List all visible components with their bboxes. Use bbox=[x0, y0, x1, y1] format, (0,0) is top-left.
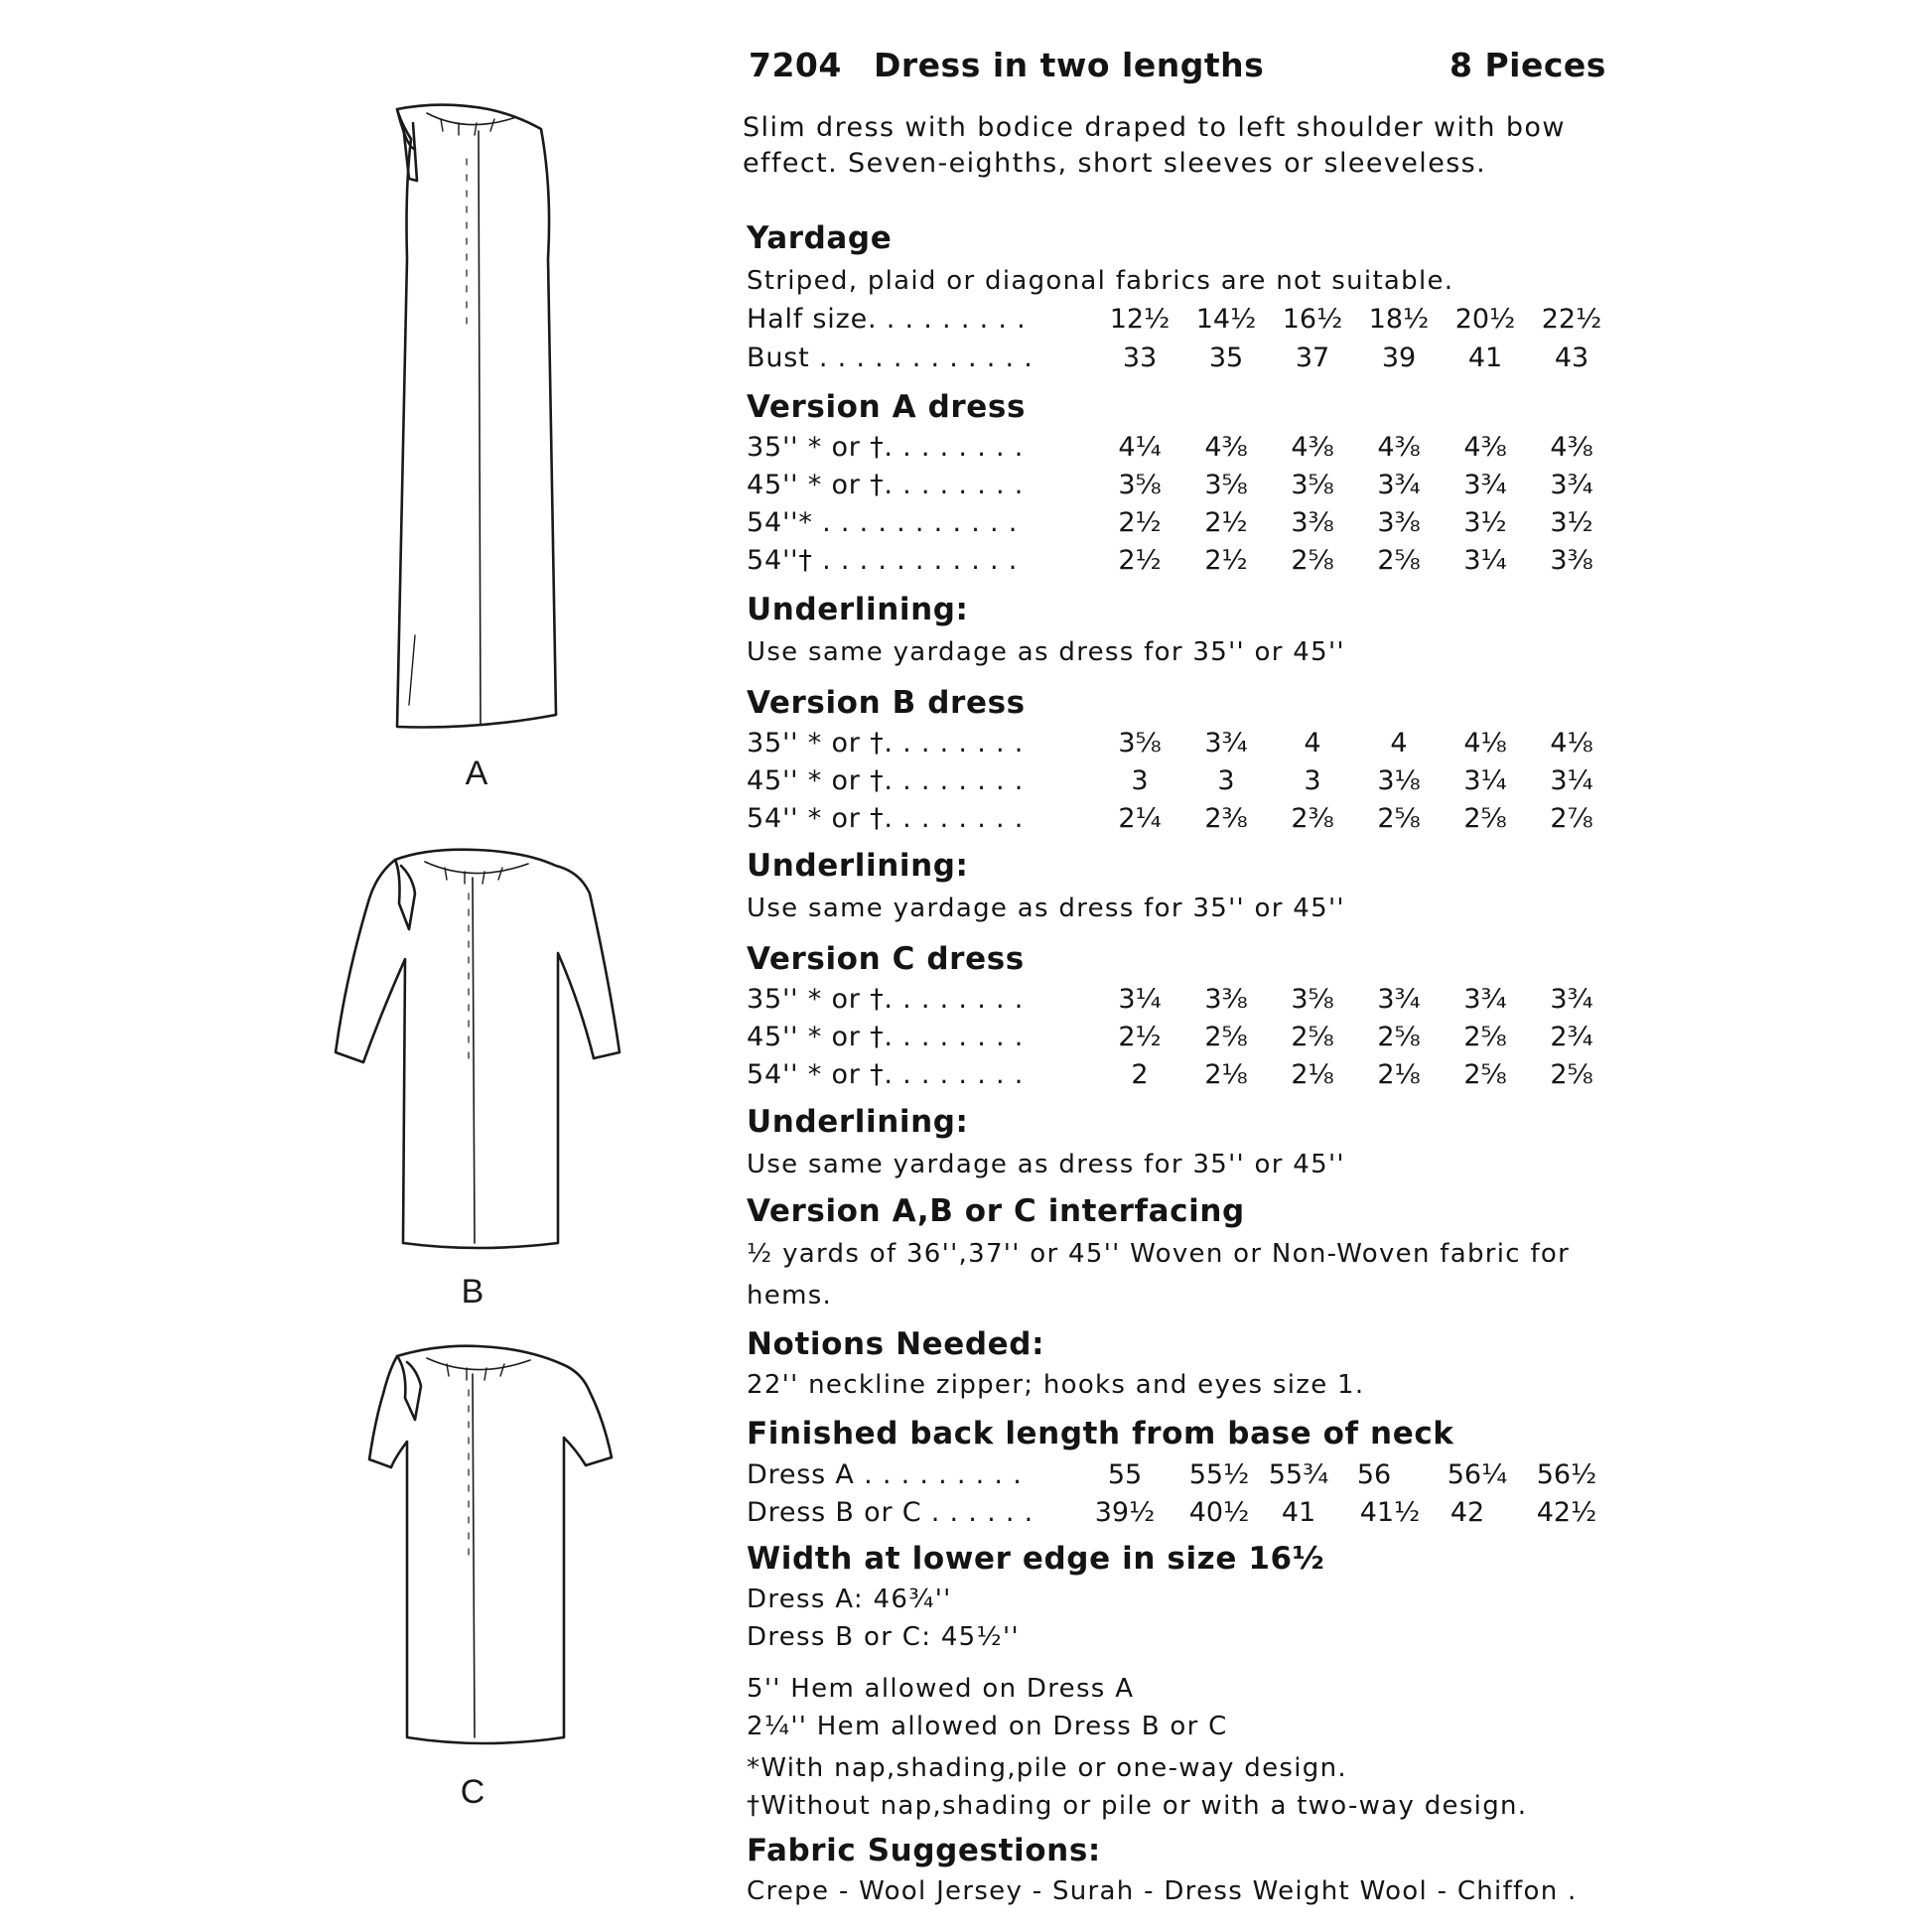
yardage-value: 2½ bbox=[1118, 545, 1162, 576]
yardage-value: 2½ bbox=[1118, 1022, 1162, 1052]
yardage-value: 4 bbox=[1390, 728, 1408, 759]
yardage-value: 3¼ bbox=[1118, 984, 1162, 1015]
yardage-value: 2¼ bbox=[1118, 803, 1162, 834]
notions-text: 22'' neckline zipper; hooks and eyes size 1. bbox=[747, 1370, 1365, 1400]
size-row bbox=[743, 304, 1616, 342]
yardage-value: 3⅝ bbox=[1204, 470, 1248, 500]
version-b-row bbox=[743, 803, 1616, 841]
yardage-value: 2⅝ bbox=[1377, 803, 1421, 834]
length-value: 39½ bbox=[1094, 1497, 1156, 1528]
yardage-value: 2⅝ bbox=[1463, 803, 1507, 834]
yardage-value: 4⅜ bbox=[1550, 432, 1593, 463]
yardage-value: 3¾ bbox=[1550, 984, 1593, 1015]
yardage-value: 3⅝ bbox=[1291, 984, 1334, 1015]
figure-label-c: C bbox=[460, 1773, 485, 1811]
yardage-value: 4⅜ bbox=[1204, 432, 1248, 463]
version-b-underlining-heading: Underlining: bbox=[747, 848, 969, 884]
version-a-heading: Version A dress bbox=[747, 389, 1027, 425]
version-c-heading: Version C dress bbox=[747, 941, 1025, 977]
pattern-header bbox=[743, 46, 1616, 89]
footnote-without-nap: †Without nap,shading or pile or with a two-way design. bbox=[747, 1791, 1528, 1821]
length-value: 56¼ bbox=[1447, 1459, 1508, 1490]
yardage-value: 2⅜ bbox=[1291, 803, 1334, 834]
bust-value: 43 bbox=[1554, 343, 1589, 373]
yardage-value: 2⅞ bbox=[1550, 803, 1593, 834]
version-c-underlining-text: Use same yardage as dress for 35'' or 45'' bbox=[747, 1150, 1345, 1179]
hem-line-1: 5'' Hem allowed on Dress A bbox=[747, 1674, 1135, 1704]
bust-value: 33 bbox=[1122, 343, 1158, 373]
yardage-value: 3¾ bbox=[1550, 470, 1593, 500]
interfacing-line-2: hems. bbox=[747, 1281, 833, 1311]
row-label: 45'' * or †. . . . . . . . bbox=[747, 470, 1025, 500]
yardage-value: 3¾ bbox=[1463, 470, 1507, 500]
yardage-value: 3¾ bbox=[1204, 728, 1248, 759]
footnote-with-nap: *With nap,shading,pile or one-way design. bbox=[747, 1753, 1347, 1783]
version-b-row bbox=[743, 728, 1616, 765]
description-line-1: Slim dress with bodice draped to left shoulder with bow bbox=[743, 112, 1566, 143]
length-value: 40½ bbox=[1188, 1497, 1250, 1528]
row-label: 54''† . . . . . . . . . . . bbox=[747, 545, 1019, 576]
size-value: 18½ bbox=[1368, 304, 1430, 335]
length-value: 56½ bbox=[1536, 1459, 1597, 1490]
finished-length-row bbox=[743, 1497, 1616, 1535]
version-a-row bbox=[743, 432, 1616, 470]
length-value: 55¾ bbox=[1268, 1459, 1329, 1490]
fabric-text: Crepe - Wool Jersey - Surah - Dress Weight Wool - Chiffon . bbox=[747, 1876, 1578, 1906]
bust-value: 37 bbox=[1295, 343, 1330, 373]
figure-label-a: A bbox=[465, 755, 488, 792]
yardage-value: 4⅜ bbox=[1377, 432, 1421, 463]
length-value: 41 bbox=[1281, 1497, 1316, 1528]
version-c-row bbox=[743, 1022, 1616, 1059]
yardage-value: 3 bbox=[1217, 765, 1235, 796]
yardage-value: 2 bbox=[1131, 1059, 1149, 1090]
yardage-value: 3 bbox=[1304, 765, 1321, 796]
yardage-value: 3⅜ bbox=[1204, 984, 1248, 1015]
dress-c-illustration bbox=[369, 1346, 612, 1743]
version-a-underlining-heading: Underlining: bbox=[747, 592, 969, 627]
yardage-value: 2⅛ bbox=[1204, 1059, 1248, 1090]
size-row-label: Half size. . . . . . . . . bbox=[747, 304, 1027, 335]
yardage-value: 3¾ bbox=[1377, 984, 1421, 1015]
figure-label-b: B bbox=[461, 1273, 484, 1311]
size-value: 12½ bbox=[1109, 304, 1171, 335]
yardage-value: 3⅜ bbox=[1377, 507, 1421, 538]
row-label: 35'' * or †. . . . . . . . bbox=[747, 984, 1025, 1015]
row-label: Dress A . . . . . . . . . bbox=[747, 1459, 1023, 1490]
yardage-value: 4⅛ bbox=[1550, 728, 1593, 759]
length-value: 55 bbox=[1107, 1459, 1143, 1490]
size-value: 22½ bbox=[1541, 304, 1602, 335]
dress-b-illustration bbox=[336, 850, 620, 1248]
description-line-2: effect. Seven-eighths, short sleeves or sleeveless. bbox=[743, 148, 1487, 179]
version-a-underlining-text: Use same yardage as dress for 35'' or 45'' bbox=[747, 637, 1345, 667]
row-label: 54''* . . . . . . . . . . . bbox=[747, 507, 1019, 538]
hem-line-2: 2¼'' Hem allowed on Dress B or C bbox=[747, 1712, 1228, 1741]
yardage-value: 3⅝ bbox=[1118, 728, 1162, 759]
yardage-value: 2½ bbox=[1204, 507, 1248, 538]
length-value: 42½ bbox=[1536, 1497, 1597, 1528]
version-b-row bbox=[743, 765, 1616, 803]
yardage-note: Striped, plaid or diagonal fabrics are not suitable. bbox=[747, 266, 1454, 296]
notions-heading: Notions Needed: bbox=[747, 1326, 1045, 1362]
piece-count: 8 Pieces bbox=[1449, 46, 1606, 84]
size-value: 20½ bbox=[1454, 304, 1516, 335]
yardage-value: 2½ bbox=[1204, 545, 1248, 576]
length-value: 55½ bbox=[1188, 1459, 1250, 1490]
fabric-heading: Fabric Suggestions: bbox=[747, 1833, 1101, 1868]
size-value: 14½ bbox=[1195, 304, 1257, 335]
yardage-value: 2⅝ bbox=[1550, 1059, 1593, 1090]
yardage-value: 3½ bbox=[1550, 507, 1593, 538]
yardage-value: 4⅜ bbox=[1291, 432, 1334, 463]
yardage-value: 2⅛ bbox=[1291, 1059, 1334, 1090]
version-b-underlining-text: Use same yardage as dress for 35'' or 45'' bbox=[747, 894, 1345, 923]
yardage-value: 2½ bbox=[1118, 507, 1162, 538]
yardage-value: 3⅝ bbox=[1118, 470, 1162, 500]
yardage-value: 2¾ bbox=[1550, 1022, 1593, 1052]
yardage-value: 2⅛ bbox=[1377, 1059, 1421, 1090]
yardage-value: 3¼ bbox=[1463, 545, 1507, 576]
yardage-value: 4⅛ bbox=[1463, 728, 1507, 759]
finished-length-row bbox=[743, 1459, 1616, 1497]
interfacing-heading: Version A,B or C interfacing bbox=[747, 1193, 1245, 1229]
row-label: 35'' * or †. . . . . . . . bbox=[747, 432, 1025, 463]
bust-row-label: Bust . . . . . . . . . . . . bbox=[747, 343, 1034, 373]
version-c-underlining-heading: Underlining: bbox=[747, 1104, 969, 1140]
yardage-value: 3¾ bbox=[1463, 984, 1507, 1015]
row-label: 45'' * or †. . . . . . . . bbox=[747, 1022, 1025, 1052]
version-c-row bbox=[743, 1059, 1616, 1097]
version-b-heading: Version B dress bbox=[747, 685, 1026, 721]
yardage-value: 4¼ bbox=[1118, 432, 1162, 463]
bust-value: 41 bbox=[1467, 343, 1503, 373]
yardage-value: 3⅜ bbox=[1550, 545, 1593, 576]
width-line-1: Dress A: 46¾'' bbox=[747, 1585, 952, 1614]
dress-a-illustration bbox=[397, 105, 556, 728]
yardage-value: 3 bbox=[1131, 765, 1149, 796]
yardage-value: 3½ bbox=[1463, 507, 1507, 538]
yardage-value: 2⅝ bbox=[1463, 1059, 1507, 1090]
version-a-row bbox=[743, 470, 1616, 507]
yardage-value: 3⅛ bbox=[1377, 765, 1421, 796]
width-line-2: Dress B or C: 45½'' bbox=[747, 1622, 1020, 1652]
yardage-heading: Yardage bbox=[747, 220, 893, 256]
yardage-value: 4⅜ bbox=[1463, 432, 1507, 463]
yardage-value: 2⅝ bbox=[1377, 545, 1421, 576]
yardage-value: 2⅜ bbox=[1204, 803, 1248, 834]
pattern-title: Dress in two lengths bbox=[874, 46, 1265, 84]
yardage-value: 3¼ bbox=[1550, 765, 1593, 796]
row-label: Dress B or C . . . . . . bbox=[747, 1497, 1034, 1528]
row-label: 54'' * or †. . . . . . . . bbox=[747, 803, 1025, 834]
bust-row bbox=[743, 343, 1616, 380]
finished-length-heading: Finished back length from base of neck bbox=[747, 1416, 1454, 1451]
length-value: 41½ bbox=[1359, 1497, 1421, 1528]
row-label: 45'' * or †. . . . . . . . bbox=[747, 765, 1025, 796]
yardage-value: 2⅝ bbox=[1204, 1022, 1248, 1052]
dress-illustrations bbox=[0, 0, 725, 1932]
yardage-value: 4 bbox=[1304, 728, 1321, 759]
bust-value: 39 bbox=[1381, 343, 1417, 373]
width-heading: Width at lower edge in size 16½ bbox=[747, 1541, 1325, 1577]
yardage-value: 3⅝ bbox=[1291, 470, 1334, 500]
interfacing-line-1: ½ yards of 36'',37'' or 45'' Woven or Non-Woven fabric for bbox=[747, 1239, 1571, 1269]
row-label: 54'' * or †. . . . . . . . bbox=[747, 1059, 1025, 1090]
yardage-value: 2⅝ bbox=[1291, 1022, 1334, 1052]
row-label: 35'' * or †. . . . . . . . bbox=[747, 728, 1025, 759]
size-value: 16½ bbox=[1282, 304, 1343, 335]
yardage-value: 2⅝ bbox=[1291, 545, 1334, 576]
yardage-value: 2⅝ bbox=[1377, 1022, 1421, 1052]
length-value: 56 bbox=[1356, 1459, 1392, 1490]
pattern-number: 7204 bbox=[749, 46, 842, 84]
yardage-value: 3⅜ bbox=[1291, 507, 1334, 538]
figure-column bbox=[0, 0, 725, 1932]
version-a-row bbox=[743, 507, 1616, 545]
version-a-row bbox=[743, 545, 1616, 583]
yardage-value: 2⅝ bbox=[1463, 1022, 1507, 1052]
version-c-row bbox=[743, 984, 1616, 1022]
yardage-value: 3¼ bbox=[1463, 765, 1507, 796]
yardage-value: 3¾ bbox=[1377, 470, 1421, 500]
bust-value: 35 bbox=[1208, 343, 1244, 373]
length-value: 42 bbox=[1449, 1497, 1485, 1528]
